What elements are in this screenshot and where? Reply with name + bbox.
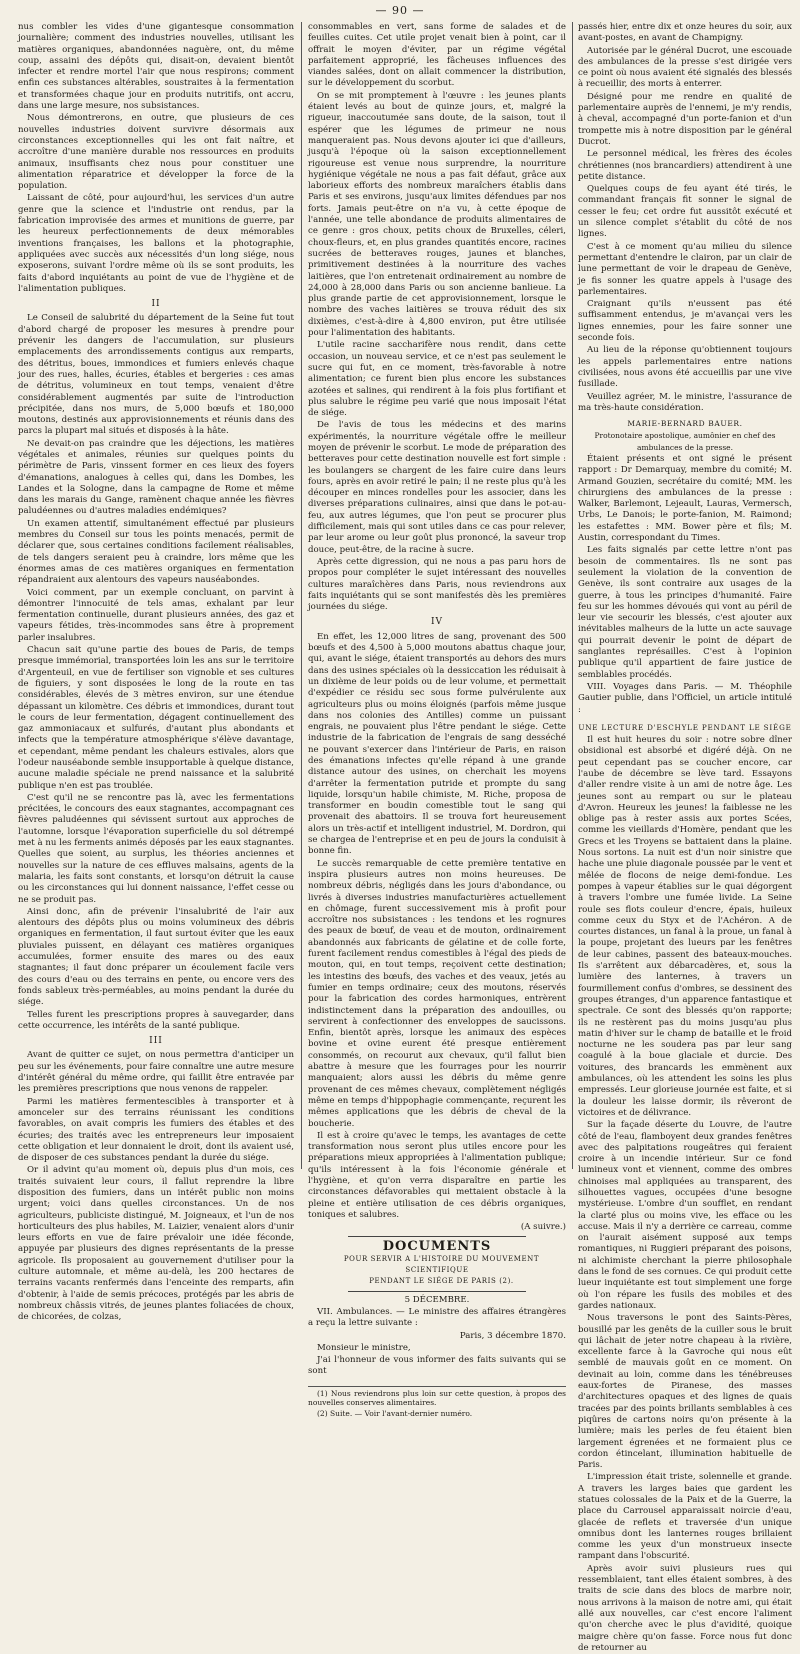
paragraph: consommables en vert, sans forme de salades et de feuilles cuites. Cet utile projet venait bien à point, car il offrait le moyen d'éviter, par un régime végétal parfaitement approprié, les fâcheuses influences des viandes salées, dont on allait commencer la distribution, sur le développement du scorbut. (308, 22, 566, 89)
column-1 (18, 22, 294, 1323)
dateline: 5 DÉCEMBRE. (404, 1294, 470, 1305)
documents-heading: DOCUMENTS (382, 1239, 492, 1255)
column-2 (308, 22, 566, 1418)
divider (348, 1291, 526, 1292)
paragraph: Il est à croire qu'avec le temps, les avantages de cette transformation nous seront plus utiles encore pour les préparations mieux appropriées à l'alimentation publique; qu'ils intéressent à la fois l'économie générale et l'hygiène, et qu'on verra disparaître en partie les circonstances défavorables qui mettaient obstacle à la pleine et entière utilisation de ces débris organiques, toniques et salubres. (308, 1130, 566, 1220)
paragraph: Après cette digression, qui ne nous a pas paru hors de propos pour compléter le sujet intéressant des nouvelles cultures maraîchères dans Paris, nous reviendrons aux faits inquiétants qui se sont manifestés dès les premières journées du siége. (308, 556, 566, 613)
paragraph: Un examen attentif, simultanément effectué par plusieurs membres du Conseil sur tous les points menacés, permit de déclarer que, sous certaines conditions facilement réalisables, de tels dangers seraient peu à craindre, lors même que les énormes amas de ces matières organiques en fermentation répandraient aux alentours des vapeurs nauséabondes. (18, 518, 294, 586)
paragraph: Le Conseil de salubrité du département de la Seine fut tout d'abord chargé de proposer les mesures à prendre pour prévenir les dangers de l'accumulation, sur plusieurs emplacements des arrondissements contigus aux remparts, des détritus, boues, immondices et fumiers enlevés chaque jour des rues, halles, écuries, étables et bergeries : ces amas de détritus, volumineux en tout temps, venaient d'être considérablement augmentés par suite de l'introduction précipitée, dans nos murs, de 5,000 bœufs et 180,000 moutons, destinés aux approvisionnements et réunis dans des parcs la plupart mal situés et disposés à la hâte. (18, 313, 294, 437)
signature-title: Protonotaire apostolique, aumônier en chef des ambulances de la presse. (594, 431, 776, 452)
paragraph: On se mit promptement à l'œuvre : les jeunes plants étaient levés au bout de quinze jours, et, malgré la rigueur, inaccoutumée sans doute, de la saison, tout il espérer que les légumes de primeur ne nous manqueraient pas. Nous devons ajouter ici que d'ailleurs, jusqu'à l'époque où la saison exceptionnellement rigoureuse est venue nous surprendre, la nourriture hygiénique végétale ne nous a pas fait défaut, grâce aux laborieux efforts des nombreux maraîchers établis dans Paris et ses environs, jusqu'aux limites défendues par nos forts. Jamais peut-être on n'a vu, à cette époque de l'année, une telle abondance de produits alimentaires de ce genre : gros choux, petits choux de Bruxelles, céleri, choux-fleurs, et, en plus grandes quantités encore, racines sucrées de betteraves rouges, jaunes et blanches, primitivement destinées à la nourriture des vaches laitières, que l'on entretenait ordinairement au nombre de 24,000 à 28,000 dans Paris ou son ancienne banlieue. La plus grande partie de cet approvisionnement, lorsque le nombre des vaches laitières se trouva réduit des six dixièmes, c'est-à-dire à 4,800 environ, put être utilisée pour l'alimentation des habitants. (308, 90, 566, 339)
paragraph: En effet, les 12,000 litres de sang, provenant des 500 bœufs et des 4,500 à 5,000 moutons abattus chaque jour, qui, avant le siége, étaient transportés au dehors des murs dans des usines spéciales où la dessiccation les réduisait à un dixième de leur poids ou de leur volume, et permettait d'expédier ce résidu sec sous forme pulvérulente aux agriculteurs plus ou moins éloignés (parfois même jusque dans nos colonies des Antilles) comme un puissant engrais, ne pouvaient plus l'être pendant le siége. Cette industrie de la fabrication de l'engrais de sang desséché ne pouvant s'exercer dans l'intérieur de Paris, en raison des émanations infectes qu'elle répand à une grande distance autour des usines, on cherchait les moyens d'arrêter la fermentation putride et prompte du sang liquide, lorsqu'un habile chimiste, M. Riche, proposa de transformer en boudin comestible tout le sang qui provenait des abattoirs. Il se trouva fort heureusement alors un très-actif et intelligent industriel, M. Dordron, qui se chargea de l'entreprise et en peu de jours la conduisit à bonne fin. (308, 631, 566, 857)
signature-name: MARIE-BERNARD BAUER. (627, 419, 743, 429)
paragraph: Désigné pour me rendre en qualité de parlementaire auprès de l'ennemi, je m'y rendis, à cheval, accompagné d'un porte-fanion et d'un trompette mis à notre disposition par le général Ducrot. (578, 91, 792, 147)
paragraph: Étaient présents et ont signé le présent rapport : Dr Demarquay, membre du comité; M. Armand Gouzien, secrétaire du comité; MM. les chirurgiens des ambulances de la presse : Walker, Barlemont, Lejeault, Lauras, Vermersch, Urbs, Le Danois; le porte-fanion, M. Raimond; les estafettes : MM. Bower père et fils; M. Austin, correspondant du Times. (578, 453, 792, 544)
paragraph: Laissant de côté, pour aujourd'hui, les services d'un autre genre que la science et l'industrie ont rendus, par la fabrication improvisée des armes et munitions de guerre, par les heureux perfectionnements de deux mémorables inventions françaises, les ballons et la photographie, appliquées avec succès aux nécessités d'un long siége, nous exposerons, suivant l'ordre même où ils se sont produits, les faits d'abord inquiétants au point de vue de l'hygiène et de l'alimentation publiques. (18, 193, 294, 294)
section-number: IV (430, 617, 444, 628)
divider (348, 1236, 526, 1237)
letter-place-date: Paris, 3 décembre 1870. (459, 1330, 566, 1341)
footnotes (308, 1386, 566, 1419)
paragraph: Le succès remarquable de cette première tentative en inspira plusieurs autres non moins heureuses. De nombreux débris, négligés dans les jours d'abondance, ou livrés à diverses industries manufacturières actuellement en chômage, furent successivement mis à profit pour accroître nos subsistances : les tendons et les rognures des peaux de bœuf, de veau et de mouton, ordinairement abandonnés aux fabricants de gélatine et de colle forte, furent facilement rendus comestibles à l'égal des pieds de mouton, qui, en tout temps, reçoivent cette destination; les intestins des bœufs, des vaches et des veaux, jetés au fumier en temps ordinaire; ceux des moutons, réservés pour la fabrication des cordes harmoniques, entrèrent indistinctement dans la préparation des andouilles, ou servirent à confectionner des enveloppes de saucissons. Enfin, bientôt après, lorsque les animaux des espèces bovine et ovine eurent été presque entièrement consommés, on recourut aux chevaux, qu'il fallut bien abattre à mesure que les fourrages pour les nourrir manquaient; alors aussi les débris du même genre provenant de ces mêmes chevaux, complètement négligés même en temps d'hippophagie commençante, reçurent les mêmes applications que les débris de cheval de la boucherie. (308, 858, 566, 1129)
letter-salutation: Monsieur le ministre, (317, 1342, 411, 1353)
paragraph: Chacun sait qu'une partie des boues de Paris, de temps presque immémorial, transportées loin les ans sur le territoire d'Argenteuil, en vue de fertiliser son vignoble et ses cultures de figuiers, y sont disposées le long de la route en tas considérables, élevés de 3 mètres environ, sur une étendue dépassant un kilomètre. Ces débris et immondices, durant tout le cours de leur fermentation, dégagent continuellement des gaz ammoniacaux et sulfurés, d'autant plus abondants et infects que la température atmosphérique s'élève davantage, et cependant, même pendant les chaleurs estivales, alors que l'odeur nauséabonde semble insupportable à quelque distance, aucune maladie spéciale ne prend naissance et la salubrité publique n'en est pas troublée. (18, 645, 294, 791)
paragraph: Il est huit heures du soir : notre sobre dîner obsidional est absorbé et digéré déjà. On ne peut cependant pas se coucher encore, car l'aube de décembre se lève tard. Essayons d'aller rendre visite à un ami de notre âge. Les jeunes sont au rempart ou sur le plateau d'Avron. Heureux les jeunes! la faiblesse ne les oblige pas à rester assis aux portes Scées, comme les vieillards d'Homère, pendant que les Grecs et les Troyens se battaient dans la plaine. Nous sortons. La nuit est d'un noir sinistre que hache une pluie diagonale poussée par le vent et mêlée de flocons de neige demi-fondue. Les pompes à vapeur établies sur le quai dégorgent à travers l'ombre une fumée livide. La Seine roule ses flots couleur d'encre, épais, huileux comme ceux du Styx et de l'Achéron. A de courtes distances, un fanal à la proue, un fanal à la poupe, projetant des lueurs par les fenêtres de leur cabines, passent des bateaux-mouches. Ils s'arrêtent aux débarcadères, et, sous la lumière des lanternes, à travers un fourmillement confus d'ombres, se dessinent des groupes étranges, d'un apparence fantastique et spectrale. Ce sont des blessés qu'on rapporte; ils ne restèrent pas du moins jusqu'au plus matin d'hiver sur le champ de bataille et le froid nocturne ne les soudera pas par leur sang coagulé à la boue glaciale et durcie. Des voitures, des brancards les emmènent aux ambulances, où les attendent les soins les plus empressés. Leur glorieuse journée est faite, et si la douleur les laisse dormir, ils rêveront de victoires et de délivrance. (578, 735, 792, 1118)
paragraph: Sur la façade déserte du Louvre, de l'autre côté de l'eau, flamboyent deux grandes fenêtres avec des palpitations rougeâtres qui feraient croire à un incendie intérieur. Sur ce fond lumineux vont et viennent, comme des ombres chinoises mal appliquées au transparent, des silhouettes vagues, occupées d'une besogne mystérieuse. L'ombre d'un soufflet, en rendant la clarté plus ou moins vive, les efface ou les accuse. Mais il n'y a derrière ce carreau, comme on l'aurait aisément supposé aux temps romantiques, ni Ruggieri préparant des poisons, ni alchimiste cherchant la pierre philosophale dans le fond de ses cornues. Ce qui produit cette lueur inquiétante est tout simplement une forge où l'on répare les fusils des mobiles et des gardes nationaux. (578, 1120, 792, 1311)
paragraph: Or il advint qu'au moment où, depuis plus d'un mois, ces traités suivaient leur cours, il fallut reprendre la libre disposition des fumiers, dans un intérêt public non moins urgent; voici dans quelles circonstances. Un de nos agriculteurs, publiciste distingué, M. Joigneaux, et l'un de nos horticulteurs des plus habiles, M. Laizier, venaient alors d'unir leurs efforts en vue de faire prévaloir une idée féconde, appuyée par plusieurs des dignes représentants de la presse agricole. Ils proposaient au gouvernement d'utiliser pour la culture automnale, et même au-delà, les 200 hectares de terrains vacants renfermés dans l'enceinte des remparts, afin d'obtenir, à l'aide de semis précoces, protégés par les abris de nombreux châssis vitrés, de jeunes plantes foliacées de choux, de chicorées, de colzas, (18, 1165, 294, 1323)
column-3 (578, 22, 792, 1653)
paragraph: VIII. Voyages dans Paris. — M. Théophile Gautier publie, dans l'Officiel, un article intitulé : (578, 681, 792, 715)
paragraph: Parmi les matières fermentescibles à transporter et à amonceler sur des terrains réunissant les conditions favorables, on avait compris les fumiers des étables et des écuries; des traités avec les entrepreneurs leur imposaient cette obligation et leur donnaient le droit, dont ils avaient usé, de disposer de ces substances pendant la durée du siége. (18, 1096, 294, 1164)
paragraph: Nous traversons le pont des Saints-Pères, bousillé par les genêts de la cuiller sous le bruit qui lâchait de jeter notre chapeau à la rivière, excellente farce à la Gavroche qui nous eût semblé de mauvais goût en ce moment. On devinait au loin, comme dans les ténébreuses eaux-fortes de Piranese, des masses d'architectures opaques et des lignes de quais tracées par des points brillants semblables à ces piqûres de cartons noirs qu'on présente à la lumière; mais les perles de feu étaient bien largement égrenées et ne formaient plus ce cordon étincelant, illumination habituelle de Paris. (578, 1313, 792, 1471)
paragraph: Après avoir suivi plusieurs rues qui ressemblaient, tant elles étaient sombres, à des traits de scie dans des blocs de marbre noir, nous arrivons à la maison de notre ami, qui était allé aux nouvelles, car c'est encore l'aliment qu'on cherche avec le plus d'avidité, quoique maigre chère qu'on fasse. Force nous fut donc de retourner au (578, 1563, 792, 1653)
documents-subheading: PENDANT LE SIÉGE DE PARIS (2). (369, 1277, 514, 1286)
paragraph: VII. Ambulances. — Le ministre des affaires étrangères a reçu la lettre suivante : (308, 1306, 566, 1329)
documents-subheading: POUR SERVIR A L'HISTOIRE DU MOUVEMENT SCIENTIFIQUE (343, 1254, 540, 1275)
paragraph: Quelques coups de feu ayant été tirés, le commandant français fit sonner le signal de cesser le feu; cet ordre fut aussitôt exécuté et un silence complet s'établit du côté de nos lignes. (578, 184, 792, 240)
article-title: UNE LECTURE D'ESCHYLE PENDANT LE SIÉGE (578, 722, 792, 732)
page-number: — 90 — (375, 4, 425, 17)
paragraph: Le personnel médical, les frères des écoles chrétiennes (nos brancardiers) attendirent à une petite distance. (578, 149, 792, 182)
paragraph: Nous démontrerons, en outre, que plusieurs de ces nouvelles industries doivent survivre désormais aux circonstances exceptionnelles qui les ont fait naître, et accroître d'une manière durable nos ressources en produits animaux, insuffisants chez nous pour constituer une alimentation réparatrice et développer la force de la population. (18, 113, 294, 192)
paragraph: nus combler les vides d'une gigantesque consommation journalière; comment des industries nouvelles, utilisant les matières organiques, abandonnées naguère, ont, du même coup, assaini des dépôts qui, disait-on, devaient bientôt infecter et rendre mortel l'air que nous respirons; comment enfin ces substances altérables, soustraites à la fermentation et transformées chaque jour en produits nutritifs, ont accru, dans une large mesure, nos subsistances. (18, 22, 294, 112)
section-number: II (151, 299, 161, 310)
paragraph: Les faits signalés par cette lettre n'ont pas besoin de commentaires. Ils ne sont pas seulement la violation de la convention de Genève, ils sont contraire aux usages de la guerre, à tous les principes d'humanité. Faire feu sur les hommes dévoués qui vont au péril de leur vie secourir les blessés, c'est ajouter aux inévitables malheurs de la lutte un acte sauvage qui pourrait devenir le point de départ de sanglantes représailles. C'est à l'opinion publique qu'il appartient de faire justice de semblables procédés. (578, 545, 792, 680)
paragraph: Telles furent les prescriptions propres à sauvegarder, dans cette occurrence, les intérêts de la santé publique. (18, 1009, 294, 1031)
footnote: (1) Nous reviendrons plus loin sur cette question, à propos des nouvelles conserves alimentaires. (308, 1388, 566, 1408)
paragraph: Ainsi donc, afin de prévenir l'insalubrité de l'air aux alentours des dépôts plus ou moins volumineux des débris organiques en fermentation, il faut surtout éviter que les eaux pluviales puissent, en délayant ces matières organiques accumulées, former ensuite des mares ou des eaux stagnantes; il faut donc préparer un écoulement facile vers des cours d'eau ou des terrains en pente, ou encore vers des fonds sableux très-perméables, au moins pendant la durée du siége. (18, 906, 294, 1008)
to-be-continued: (A suivre.) (520, 1222, 566, 1233)
section-number: III (149, 1036, 163, 1047)
footnote: (2) Suite. — Voir l'avant-dernier numéro. (317, 1408, 473, 1418)
paragraph: De l'avis de tous les médecins et des marins expérimentés, la nourriture végétale offre le meilleur moyen de prévenir le scorbut. Le mode de préparation des betteraves pour cette destination nouvelle est fort simple : les boulangers se chargent de les faire cuire dans leurs fours, après en avoir retiré le pain; il ne reste plus qu'à les découper en minces rondelles pour les associer, dans les diverses préparations culinaires, ainsi que dans le pot-au-feu, aux autres légumes, que l'on peut se procurer plus difficilement, mais qui sont utiles dans ce cas pour relever, par leur arome ou leur goût plus prononcé, la saveur trop douce, peut-être, de la racine à sucre. (308, 420, 566, 555)
paragraph: Ne devait-on pas craindre que les déjections, les matières végétales et animales, réunies sur quelques points du périmètre de Paris, vinssent former en ces lieux des foyers d'émanations, analogues à celles qui, dans les Dombes, les Landes et la Sologne, dans la campagne de Rome et même dans les marais du Gange, ramènent chaque année les fièvres paludéennes ou d'autres maladies endémiques? (18, 438, 294, 517)
paragraph: C'est qu'il ne se rencontre pas là, avec les fermentations précitées, le concours des eaux stagnantes, accompagnant ces fièvres paludéennes qui sévissent surtout aux approches de l'automne, lorsque l'évaporation superficielle du sol détrempé met à nu les ferments animés déposés par les eaux stagnantes. Quelles que soient, au surplus, les théories anciennes et nouvelles sur la nature de ces effluves malsains, agents de la malaria, les faits sont constants, et lorsqu'on détruit la cause ou les circonstances qui lui donnent naissance, l'effet cesse ou ne se produit pas. (18, 792, 294, 905)
paragraph: Au lieu de la réponse qu'obtiennent toujours les appels parlementaires entre nations civilisées, nous avons été accueillis par une vive fusillade. (578, 345, 792, 390)
paragraph: L'utile racine saccharifère nous rendit, dans cette occasion, un nouveau service, et ce n'est pas seulement le sucre qui fut, en ce moment, très-favorable à notre alimentation; ce furent bien plus encore les substances azotées et salines, qui rendirent à la fois plus fortifiant et plus salubre le régime peu varié que nous imposait l'état de siége. (308, 340, 566, 419)
paragraph: Veuillez agréer, M. le ministre, l'assurance de ma très-haute considération. (578, 391, 792, 413)
paragraph: Voici comment, par un exemple concluant, on parvint à démontrer l'innocuité de tels amas, exhalant par leur fermentation continuelle, durant plusieurs années, des gaz et vapeurs fétides, très-incommodes sans être à proprement parler insalubres. (18, 587, 294, 643)
paragraph: C'est à ce moment qu'au milieu du silence permettant d'entendre le clairon, par un clair de lune permettant de voir le drapeau de Genève, je fis sonner les quatre appels à l'usage des parlementaires. (578, 241, 792, 297)
paragraph: L'impression était triste, solennelle et grande. A travers les larges baies que gardent les statues colossales de la Paix et de la Guerre, la place du Carrousel apparaissait noircie d'eau, glacée de reflets et traversée d'un unique omnibus dont les lanternes rouges brillaient comme les yeux d'un monstrueux insecte rampant dans l'obscurité. (578, 1472, 792, 1562)
paragraph: passés hier, entre dix et onze heures du soir, aux avant-postes, en avant de Champigny. (578, 22, 792, 44)
paragraph: J'ai l'honneur de vous informer des faits suivants qui se sont (308, 1355, 566, 1377)
paragraph: Craignant qu'ils n'eussent pas été suffisamment entendus, je m'avançai vers les lignes ennemies, pour les faire sonner une seconde fois. (578, 299, 792, 344)
paragraph: Autorisée par le général Ducrot, une escouade des ambulances de la presse s'est dirigée vers ce point où nous avaient été signalés des blessés à recueillir, des morts à enterrer. (578, 45, 792, 90)
paragraph: Avant de quitter ce sujet, on nous permettra d'anticiper un peu sur les événements, pour faire connaître une autre mesure d'intérêt général du même ordre, qui faillit être entravée par les premières prescriptions que nous venons de rappeler. (18, 1050, 294, 1095)
column-rule (572, 22, 573, 1169)
column-rule (301, 22, 302, 1169)
